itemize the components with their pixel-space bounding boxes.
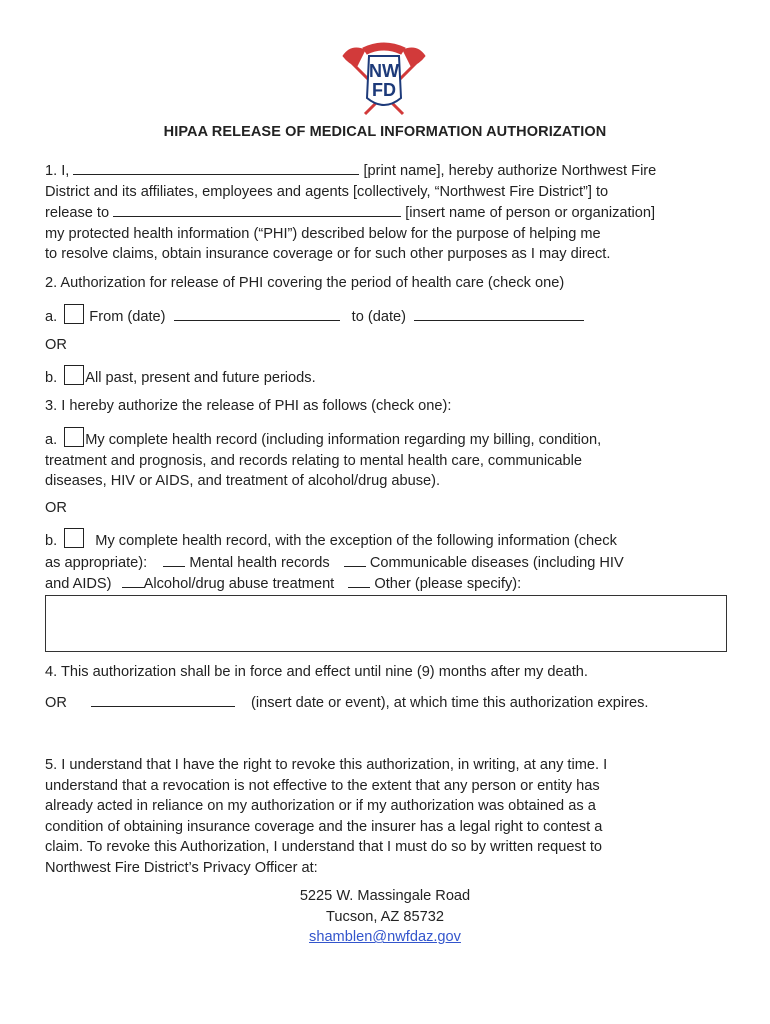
section-5 [45, 755, 730, 879]
s5-line1: 5. I understand that I have the right to revoke this authorization, in writing, at any time. I [45, 757, 608, 773]
s3a-line1: My complete health record (including information regarding my billing, condition, [85, 432, 602, 448]
s1-line5: to resolve claims, obtain insurance coverage or for such other purposes as I may direct. [45, 246, 611, 263]
to-date-input[interactable] [414, 306, 584, 321]
section-4-heading: 4. This authorization shall be in force and effect until nine (9) months after my death. [45, 664, 588, 680]
section-4-or [45, 692, 730, 714]
from-date-input[interactable] [174, 306, 340, 321]
record-with-exceptions-checkbox[interactable] [64, 528, 84, 548]
expiry-label: (insert date or event), at which time this authorization expires. [251, 695, 649, 711]
section-2b [45, 365, 730, 389]
privacy-officer-email-link[interactable]: shamblen@nwfdaz.gov [309, 929, 461, 946]
s1-line3b: [insert name of person or organization] [405, 205, 656, 222]
address-street: 5225 W. Massingale Road [299, 888, 471, 904]
option-b-label: b. [45, 370, 58, 386]
s1-line1b: [print name], hereby authorize Northwest Fire [363, 163, 657, 179]
or-label: OR [45, 337, 67, 353]
nwfd-logo [341, 40, 427, 116]
mental-health-blank[interactable] [163, 552, 185, 567]
s5-line3: already acted in reliance on my authorization or if my authorization was obtained as a [45, 798, 596, 815]
or-label: OR [45, 695, 67, 711]
section-2-heading: 2. Authorization for release of PHI covering the period of health care (check one) [45, 275, 565, 291]
from-date-label: From (date) [89, 309, 166, 325]
logo-text-nw: NW [369, 61, 399, 81]
s5-line4: condition of obtaining insurance coverage and the insurer has a legal right to contest a [45, 818, 603, 835]
section-3-heading: 3. I hereby authorize the release of PHI as follows (check one): [45, 398, 452, 414]
page-title: HIPAA RELEASE OF MEDICAL INFORMATION AUTHORIZATION [163, 124, 607, 140]
section-1 [45, 160, 730, 265]
alcohol-drug-label: Alcohol/drug abuse treatment [143, 576, 335, 593]
s1-line4: my protected health information (“PHI”) described below for the purpose of helping me [45, 225, 601, 242]
s3b-line3a: and AIDS) [45, 576, 112, 593]
or-label: OR [45, 500, 67, 516]
section-2a [45, 304, 730, 328]
to-date-label: to (date) [351, 309, 407, 325]
recipient-name-input[interactable] [113, 202, 401, 217]
s5-line5: claim. To revoke this Authorization, I understand that I must do so by written request to [45, 839, 603, 856]
period-range-checkbox[interactable] [64, 304, 84, 324]
all-periods-checkbox[interactable] [64, 365, 84, 385]
s1-line2: District and its affiliates, employees and agents [collectively, “Northwest Fire District”] to [45, 183, 609, 200]
logo-text-fd: FD [372, 80, 396, 100]
address-city: Tucson, AZ 85732 [326, 908, 444, 925]
all-periods-label: All past, present and future periods. [85, 370, 316, 386]
mental-health-label: Mental health records [189, 554, 330, 571]
section-3b [45, 528, 730, 595]
s1-line3a: release to [45, 205, 110, 222]
s3b-line1: My complete health record, with the exception of the following information (check [95, 533, 617, 549]
other-label: Other (please specify): [374, 576, 522, 593]
communicable-diseases-blank[interactable] [344, 552, 366, 567]
print-name-input[interactable] [73, 160, 359, 175]
other-blank[interactable] [348, 573, 370, 588]
alcohol-drug-blank[interactable] [122, 573, 144, 588]
s5-line6: Northwest Fire District’s Privacy Officer at: [45, 859, 318, 876]
s5-line2: understand that a revocation is not effective to the extent that any person or entity has [45, 777, 600, 794]
s3a-line3: diseases, HIV or AIDS, and treatment of alcohol/drug abuse). [45, 473, 441, 490]
address-block [0, 886, 770, 948]
option-a-label: a. [45, 309, 58, 325]
s1-line1a: 1. I, [45, 163, 70, 179]
section-3a [45, 427, 730, 492]
communicable-diseases-label: Communicable diseases (including HIV [369, 554, 624, 571]
option-a-label: a. [45, 432, 58, 448]
s3b-line2a: as appropriate): [45, 554, 148, 571]
s3a-line2: treatment and prognosis, and records relating to mental health care, communicable [45, 452, 583, 469]
other-specify-textbox[interactable] [45, 595, 727, 652]
option-b-label: b. [45, 533, 58, 549]
expiry-date-input[interactable] [91, 692, 235, 707]
complete-record-checkbox[interactable] [64, 427, 84, 447]
